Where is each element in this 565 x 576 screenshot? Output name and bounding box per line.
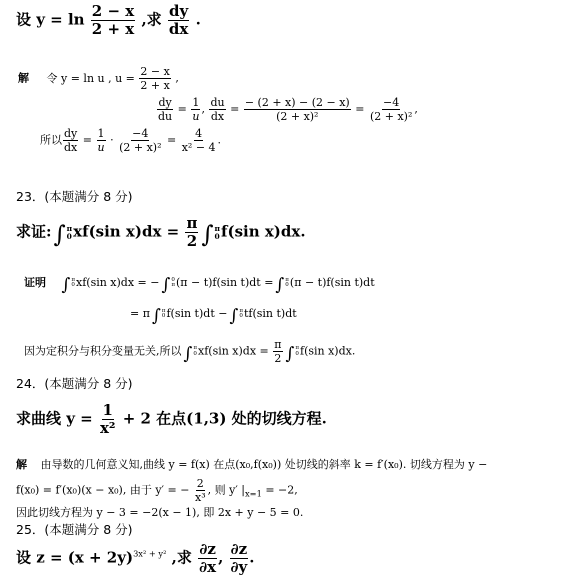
- problem-23-heading: 23．(本题满分 8 分): [16, 189, 133, 204]
- solution-24-text: 由导数的几何意义知,曲线 y = f(x) 在点(x₀,f(x₀)) 处切线的斜率 k = f′(x₀). 切线方程为 y −: [40, 458, 488, 471]
- solution-24-line-3: 因此切线方程为 y − 3 = −2(x − 1), 即 2x + y − 5 = 0.: [16, 506, 304, 519]
- equals: =: [166, 133, 177, 147]
- period: .: [249, 548, 255, 567]
- proof-23-line-3: [24, 339, 355, 364]
- minus-four-fraction: $\frac{-4}{\text{(2 + x)²}}$: [119, 127, 162, 154]
- problem-22-statement: [16, 4, 201, 37]
- integral-limits: π 0: [161, 307, 166, 320]
- proof-tag: 证明: [24, 276, 46, 289]
- solution-24-line-2: [16, 478, 298, 503]
- result-fraction: $\frac{-4}{\text{(2 + x)²}}$: [369, 96, 413, 123]
- comma: ,: [414, 102, 418, 116]
- equals: =: [355, 102, 365, 116]
- proof-23-line-2: [130, 307, 297, 325]
- solution-24-text: f(x₀) = f′(x₀)(x − x₀), 由于 y′ = −: [16, 483, 190, 497]
- equals: =: [177, 102, 187, 116]
- problem-25-lead: 设 z = (x + 2y): [16, 548, 134, 567]
- integral-limits: π 0: [239, 307, 243, 320]
- fraction-2-minus-x-over-2-plus-x: $\frac{2 - x}{2 + x}$: [91, 2, 135, 38]
- pi-over-2: $\frac{\pi}{2}$: [186, 214, 198, 250]
- equals: =: [230, 102, 240, 116]
- solution-22-line-3: [40, 128, 221, 153]
- solution-22-line-1: [18, 66, 179, 91]
- proof-term: xf(sin x)dx =: [198, 344, 269, 358]
- solution-22-line-2: [156, 97, 418, 122]
- problem-24-rest: + 2 在点(1,3) 处的切线方程.: [122, 409, 327, 428]
- integral-sign: ∫: [53, 221, 66, 249]
- two-over-x-cubed: $\frac{2}{\text{x³}}$: [194, 477, 206, 504]
- period: .: [217, 133, 222, 147]
- integral-limits: π 0: [71, 276, 75, 289]
- integral-limits: π 0: [214, 224, 221, 241]
- comma: ,: [218, 548, 224, 567]
- proof-term: (π − t)f(sin t)dt =: [175, 276, 274, 289]
- proof-term: f(sin x)dx.: [300, 344, 356, 358]
- evaluation-subscript: x=1: [245, 488, 262, 499]
- proof-term: tf(sin t)dt: [243, 307, 297, 320]
- integral-sign: ∫: [201, 221, 214, 249]
- integral-sign: ∫: [183, 343, 193, 364]
- one-over-x-squared: $\frac{1}{\text{x²}}$: [99, 401, 116, 437]
- prove-label: 求证:: [16, 222, 52, 241]
- integrand-2: f(sin x)dx.: [221, 222, 306, 241]
- solution-tag: 解: [18, 71, 29, 85]
- one-over-u: $\frac{1}{u}$: [192, 96, 200, 123]
- solution-24-text: = −2,: [265, 483, 298, 497]
- final-fraction: $\frac{4}{\text{x² − 4}}$: [181, 127, 216, 154]
- problem-25-statement: [16, 542, 255, 575]
- derivative-dy-dx: $\frac{dy}{dx}$: [168, 2, 189, 38]
- integral-limits: π 0: [285, 276, 289, 289]
- integral-sign: ∫: [161, 275, 171, 296]
- integrand-1: xf(sin x)dx =: [73, 222, 180, 241]
- problem-22-lead: 设 y = ln: [16, 10, 85, 29]
- proof-term: = π: [130, 307, 150, 320]
- problem-22-ask: ,求: [141, 10, 162, 29]
- comma: ,: [201, 102, 205, 116]
- solution-tag: 解: [16, 458, 27, 471]
- integral-limits: 0 π: [171, 276, 175, 289]
- partial-z-partial-x: $\frac{\partial z}{\partial x}$: [199, 540, 217, 576]
- problem-25-ask: ,求: [171, 548, 192, 567]
- integral-limits: π 0: [66, 224, 73, 241]
- proof-conclusion: 因为定积分与积分变量无关,所以: [24, 344, 182, 358]
- period: .: [195, 10, 201, 29]
- integral-sign: ∫: [151, 306, 161, 327]
- integral-limits: π 0: [193, 345, 197, 357]
- solution-24-line-1: [16, 456, 487, 472]
- integral-sign: ∫: [229, 306, 239, 327]
- fraction-u: $\frac{2 - x}{2 + x}$: [140, 65, 170, 92]
- du-dx: $\frac{du}{dx}$: [210, 96, 225, 123]
- integral-sign: ∫: [275, 275, 285, 296]
- problem-24-heading: 24．(本题满分 8 分): [16, 376, 133, 391]
- problem-23-statement: [16, 216, 306, 249]
- problem-24-statement: [16, 403, 327, 436]
- exponent: 3x² + y²: [133, 548, 167, 559]
- proof-23-line-1: [24, 274, 375, 294]
- partial-z-partial-y: $\frac{\partial z}{\partial y}$: [230, 540, 248, 576]
- problem-24-lead: 求曲线 y =: [16, 409, 93, 428]
- integral-sign: ∫: [285, 343, 295, 364]
- proof-term: xf(sin x)dx = −: [76, 276, 160, 289]
- sol22-let: 令 y = ln u , u =: [46, 71, 135, 85]
- times-dot: ·: [110, 133, 114, 147]
- quotient-rule-fraction: $\frac{- (2 + x) - (2 - x)}{\text{(2 + x)²}}$: [244, 96, 350, 123]
- dy-dx: $\frac{dy}{dx}$: [64, 127, 78, 154]
- integral-limits: π 0: [295, 345, 299, 357]
- comma: ,: [175, 71, 179, 85]
- problem-25-heading: 25．(本题满分 8 分): [16, 522, 133, 537]
- equals: =: [82, 133, 92, 147]
- therefore: 所以: [40, 133, 62, 147]
- pi-over-2: $\frac{\pi}{2}$: [274, 338, 282, 365]
- solution-24-text: , 则 y′ |: [207, 483, 246, 497]
- proof-term: f(sin t)dt −: [166, 307, 228, 320]
- integral-sign: ∫: [61, 275, 71, 296]
- dy-du: $\frac{dy}{du}$: [158, 96, 173, 123]
- one-over-u: $\frac{1}{u}$: [97, 127, 105, 154]
- proof-term: (π − t)f(sin t)dt: [289, 276, 375, 289]
